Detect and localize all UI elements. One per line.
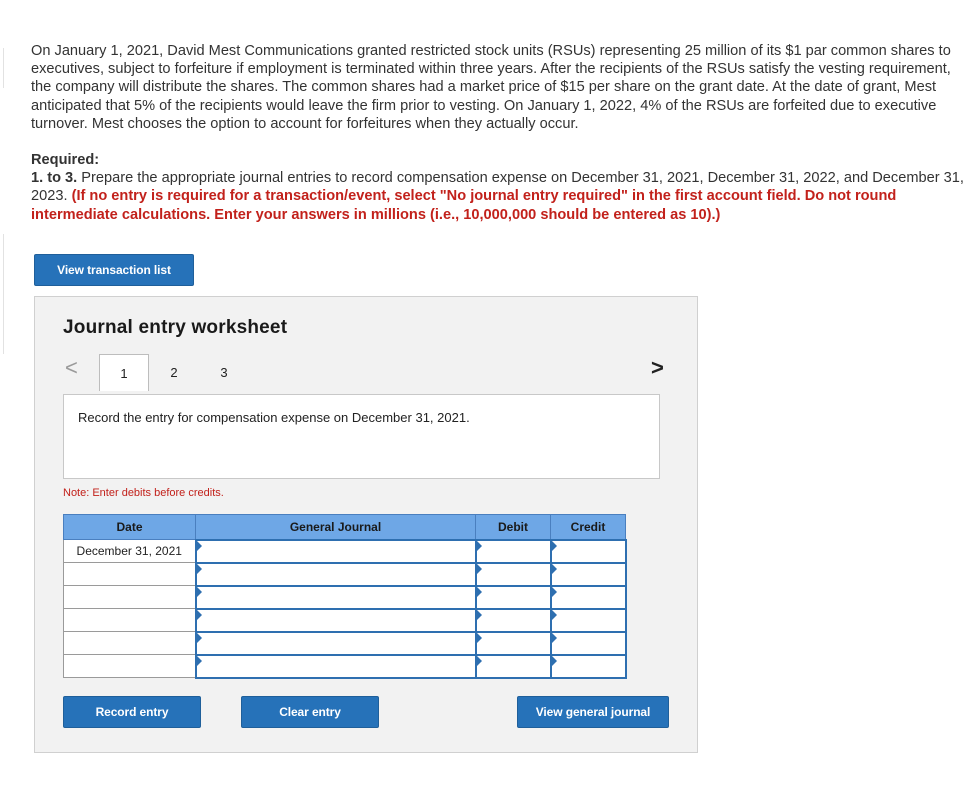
worksheet-title: Journal entry worksheet	[63, 317, 288, 338]
left-edge-divider	[0, 234, 4, 354]
table-row	[64, 540, 626, 563]
account-input[interactable]	[196, 632, 476, 655]
account-input[interactable]	[196, 609, 476, 632]
debit-input[interactable]	[476, 540, 551, 563]
date-cell	[64, 563, 196, 586]
credit-input[interactable]	[551, 540, 626, 563]
required-text: Prepare the appropriate journal entries to record compensation expense on December 31, 2021, December 31, 2022, and December 31, 2023.	[31, 170, 964, 205]
credit-input[interactable]	[551, 609, 626, 632]
date-cell	[64, 609, 196, 632]
required-title: Required:	[31, 152, 100, 168]
required-instructions: (If no entry is required for a transaction/event, select "No journal entry required" in the first account field. Do not round intermediate calculations. Enter your answers in millions (i.e., 10,000,000 should be entered as 10).)	[31, 188, 897, 223]
debit-input[interactable]	[476, 609, 551, 632]
tab-3[interactable]: 3	[220, 365, 228, 380]
journal-table	[63, 514, 627, 679]
credit-header: Credit	[551, 515, 626, 540]
view-transaction-list-button[interactable]: View transaction list	[34, 254, 194, 286]
debit-input[interactable]	[476, 563, 551, 586]
record-entry-button[interactable]: Record entry	[63, 696, 201, 728]
debit-input[interactable]	[476, 586, 551, 609]
table-row	[64, 655, 626, 678]
debit-input[interactable]	[476, 655, 551, 678]
problem-statement: On January 1, 2021, David Mest Communications granted restricted stock units (RSUs) representing 25 million of its $1 par common shares to executives, subject to forfeiture if employment is terminated within three years. After the recipients of the RSUs satisfy the vesting requirement, the company will distribute the shares. The common shares had a market price of $15 per share on the grant date. At the date of grant, Mest anticipated that 5% of the recipients would leave the firm prior to vesting. On January 1, 2022, 4% of the RSUs are forfeited due to executive turnover. Mest chooses the option to account for forfeitures when they actually occur.	[31, 43, 951, 132]
date-header: Date	[64, 515, 196, 540]
instruction-box	[63, 394, 660, 479]
credit-input[interactable]	[551, 586, 626, 609]
view-general-journal-button[interactable]: View general journal	[517, 696, 669, 728]
table-row	[64, 586, 626, 609]
date-cell	[64, 632, 196, 655]
next-arrow-icon[interactable]: >	[651, 355, 664, 380]
date-cell: December 31, 2021	[64, 540, 196, 563]
prev-arrow-icon[interactable]: <	[65, 355, 78, 380]
account-input[interactable]	[196, 540, 476, 563]
required-parts: 1. to 3.	[31, 170, 78, 187]
date-cell	[64, 655, 196, 678]
instruction-text: Record the entry for compensation expense on December 31, 2021.	[78, 410, 470, 425]
clear-entry-button[interactable]: Clear entry	[241, 696, 379, 728]
credit-input[interactable]	[551, 655, 626, 678]
account-input[interactable]	[196, 586, 476, 609]
note-text: Note: Enter debits before credits.	[63, 487, 224, 499]
account-input[interactable]	[196, 563, 476, 586]
account-input[interactable]	[196, 655, 476, 678]
general-journal-header: General Journal	[196, 515, 476, 540]
required-section	[31, 151, 966, 224]
journal-entry-worksheet	[34, 296, 698, 753]
table-row	[64, 563, 626, 586]
left-edge-divider	[0, 48, 4, 88]
credit-input[interactable]	[551, 563, 626, 586]
debit-header: Debit	[476, 515, 551, 540]
debit-input[interactable]	[476, 632, 551, 655]
tab-1[interactable]: 1	[99, 354, 149, 391]
date-cell	[64, 586, 196, 609]
table-row	[64, 609, 626, 632]
worksheet-tabs	[99, 354, 249, 391]
credit-input[interactable]	[551, 632, 626, 655]
tab-2[interactable]: 2	[170, 365, 178, 380]
table-row	[64, 632, 626, 655]
